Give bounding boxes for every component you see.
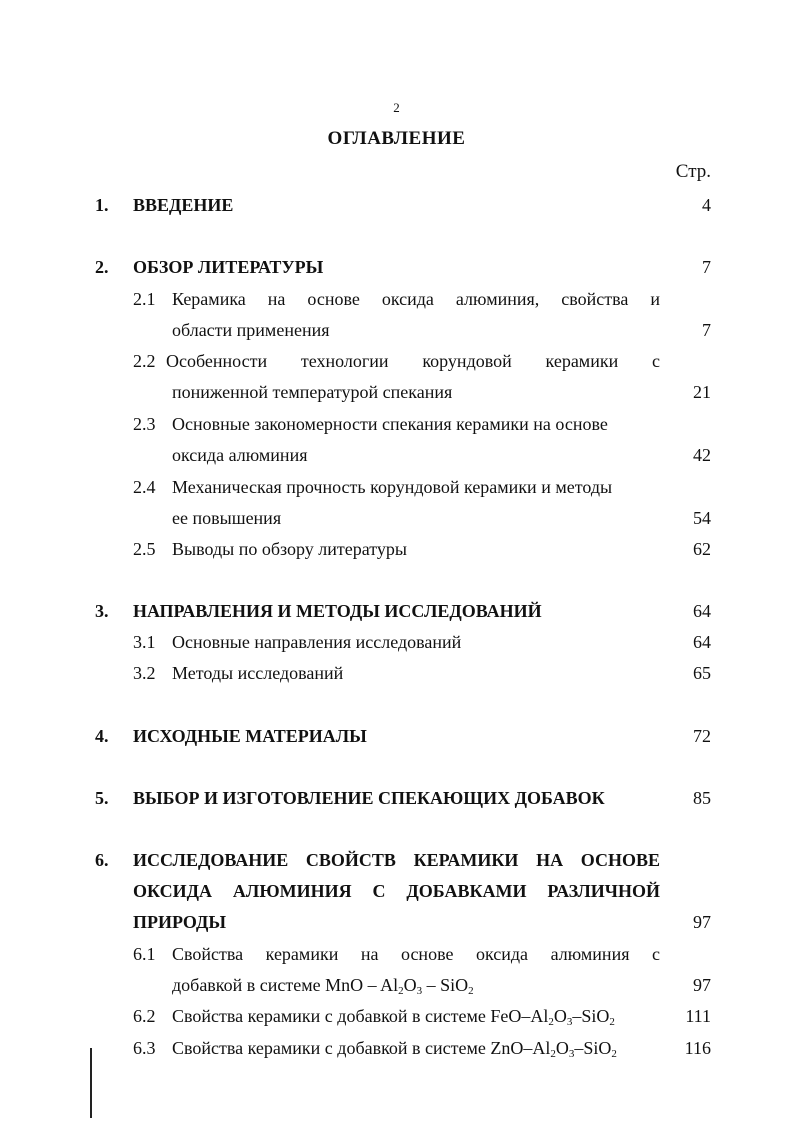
subsection-number: 2.2 <box>133 351 156 371</box>
subsection-page: 7 <box>702 320 711 340</box>
subsection-page: 62 <box>693 539 711 559</box>
section-title: ВВЕДЕНИЕ <box>133 195 234 215</box>
section-page: 4 <box>702 195 711 215</box>
section-title-cont: ПРИРОДЫ <box>133 912 227 932</box>
subsection-page: 116 <box>684 1038 711 1058</box>
subsection-page: 65 <box>693 663 711 683</box>
section-page: 64 <box>693 601 711 621</box>
subsection-title: Методы исследований <box>172 663 344 683</box>
section-title-cont: ОКСИДА АЛЮМИНИЯ С ДОБАВКАМИ РАЗЛИЧНОЙ <box>133 881 660 901</box>
subsection-title-cont: ее повышения <box>172 508 282 528</box>
section-number: 5. <box>95 788 109 808</box>
subsection-title-cont: пониженной температурой спекания <box>172 382 453 402</box>
subsection-title: Свойства керамики с добавкой в системе FeO–$Al_2O_3-SiO_2$ <box>172 1006 615 1028</box>
subsection-page: 21 <box>693 382 711 402</box>
subsection-number: 2.1 <box>133 289 156 309</box>
subsection-number: 2.5 <box>133 539 156 559</box>
subsection-number: 2.4 <box>133 477 156 497</box>
subsection-page: 54 <box>693 508 711 528</box>
section-number: 4. <box>95 726 109 746</box>
subsection-title: Особенности технологии корундовой керамики с <box>166 351 660 371</box>
subsection-title: Основные закономерности спекания керамики на основе <box>172 414 608 434</box>
subsection-title: Свойства керамики с добавкой в системе ZnO–$Al_2O_3-SiO_2$ <box>172 1038 617 1060</box>
page-title: ОГЛАВЛЕНИЕ <box>327 128 466 149</box>
section-page: 85 <box>693 788 711 808</box>
section-number: 6. <box>95 850 109 870</box>
section-title: ВЫБОР И ИЗГОТОВЛЕНИЕ СПЕКАЮЩИХ ДОБАВОК <box>133 788 605 808</box>
subsection-number: 3.1 <box>133 632 156 652</box>
page-top-margin <box>0 0 793 60</box>
section-number: 3. <box>95 601 109 621</box>
subsection-title-cont: добавкой в системе MnO – $Al_2O_3 - SiO_2$ <box>172 975 474 997</box>
section-page: 97 <box>693 912 711 932</box>
subsection-number: 6.1 <box>133 944 156 964</box>
subsection-page: 97 <box>693 975 711 995</box>
subsection-title: Механическая прочность корундовой керамики и методы <box>172 477 613 497</box>
subsection-number: 6.2 <box>133 1006 156 1026</box>
scan-margin-line <box>90 1048 92 1118</box>
section-page: 72 <box>693 726 711 746</box>
section-title: ОБЗОР ЛИТЕРАТУРЫ <box>133 257 324 277</box>
section-title: ИСХОДНЫЕ МАТЕРИАЛЫ <box>133 726 367 746</box>
page-column-label: Стр. <box>675 161 711 182</box>
subsection-page: 42 <box>693 445 711 465</box>
subsection-number: 3.2 <box>133 663 156 683</box>
section-number: 2. <box>95 257 109 277</box>
subsection-title: Свойства керамики на основе оксида алюминия с <box>172 944 660 964</box>
page-number: 2 <box>393 100 400 115</box>
subsection-title-cont: оксида алюминия <box>172 445 308 465</box>
section-title: НАПРАВЛЕНИЯ И МЕТОДЫ ИССЛЕДОВАНИЙ <box>133 601 542 621</box>
subsection-title: Керамика на основе оксида алюминия, свойства и <box>172 289 660 309</box>
subsection-page: 111 <box>685 1006 711 1026</box>
subsection-title: Выводы по обзору литературы <box>172 539 407 559</box>
subsection-title-cont: области применения <box>172 320 330 340</box>
subsection-number: 6.3 <box>133 1038 156 1058</box>
section-number: 1. <box>95 195 109 215</box>
subsection-page: 64 <box>693 632 711 652</box>
subsection-title: Основные направления исследований <box>172 632 462 652</box>
section-title: ИССЛЕДОВАНИЕ СВОЙСТВ КЕРАМИКИ НА ОСНОВЕ <box>133 850 660 870</box>
section-page: 7 <box>702 257 711 277</box>
subsection-number: 2.3 <box>133 414 156 434</box>
